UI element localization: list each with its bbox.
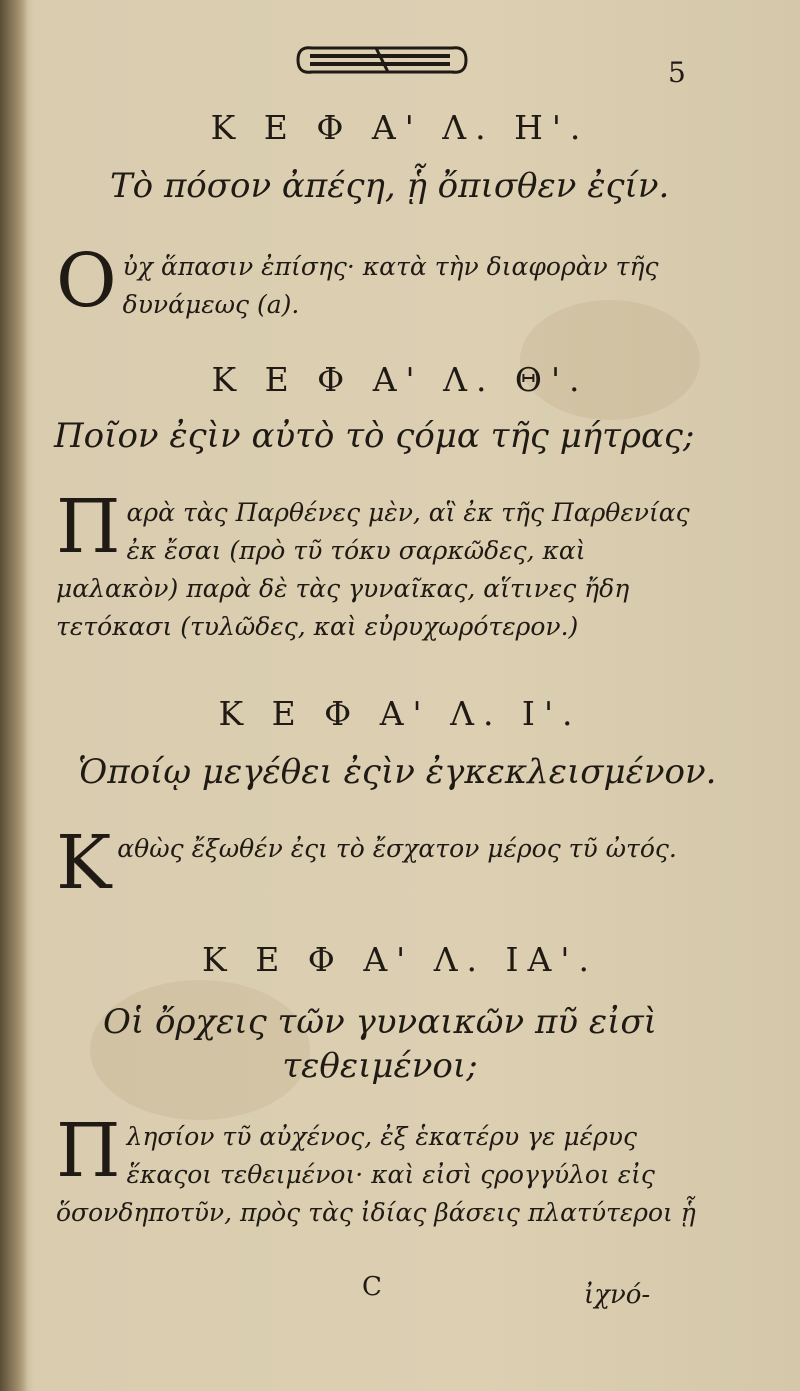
page-number: 5	[668, 56, 686, 89]
chapter-heading-ia: Κ Ε Φ Α' Λ. ΙΑ'.	[202, 940, 598, 979]
chapter-heading-i: Κ Ε Φ Α' Λ. Ι'.	[218, 694, 582, 733]
answer-text: ὐχ ἅπασιν ἐπίσης· κατὰ τὴν διαφορὰν τῆς δυνάμεως (a).	[122, 252, 659, 319]
drop-capital: Π	[56, 1108, 121, 1194]
ornamental-headpiece	[290, 42, 474, 78]
catchword: ἰχνό-	[584, 1280, 651, 1310]
chapter-heading-th: Κ Ε Φ Α' Λ. Θ'.	[211, 360, 589, 399]
chapter-question-h: Τὸ πόσον ἀπέςη, ᾗ ὄπισθεν ἐςίν.	[110, 166, 670, 206]
chapter-heading-h: Κ Ε Φ Α' Λ. Η'.	[210, 108, 590, 147]
chapter-question-i: Ὁποίῳ μεγέθει ἐςὶν ἐγκεκλεισμένον.	[78, 752, 717, 792]
answer-text: αθὼς ἔξωθέν ἐςι τὸ ἔσχατον μέρος τῦ ὠτός.	[117, 834, 677, 863]
chapter-answer-th	[56, 484, 706, 646]
drop-capital: Κ	[56, 820, 112, 906]
answer-text: λησίον τῦ αὐχένος, ἐξ ἑκατέρυ γε μέρυς ἕκαςοι τεθειμένοι· καὶ εἰσὶ ςρογγύλοι εἰς ὅσονδηποτῦν, πρὸς τὰς ἰδίας βάσεις πλατύτεροι ᾗ	[56, 1122, 696, 1227]
chapter-answer-ia	[56, 1108, 706, 1232]
answer-text: αρὰ τὰς Παρθένες μὲν, αἳ ἐκ τῆς Παρθενίας ἐκ ἔσαι (πρὸ τῦ τόκυ σαρκῶδες, καὶ μαλακὸν) παρὰ δὲ τὰς γυναῖκας, αἵτινες ἤδη τετόκασι (τυλῶδες, καὶ εὐρυχωρότερον.)	[56, 498, 690, 641]
drop-capital: Π	[56, 484, 121, 570]
chapter-answer-i	[56, 820, 706, 906]
drop-capital: Ο	[56, 238, 117, 324]
chapter-question-ia: Οἱ ὄρχεις τῶν γυναικῶν πῦ εἰσὶ τεθειμένοι;	[103, 1002, 657, 1086]
signature-mark: C	[362, 1272, 382, 1302]
chapter-answer-h	[56, 238, 706, 324]
chapter-question-th: Ποῖον ἐςὶν αὐτὸ τὸ ςόμα τῆς μήτρας;	[54, 416, 695, 456]
